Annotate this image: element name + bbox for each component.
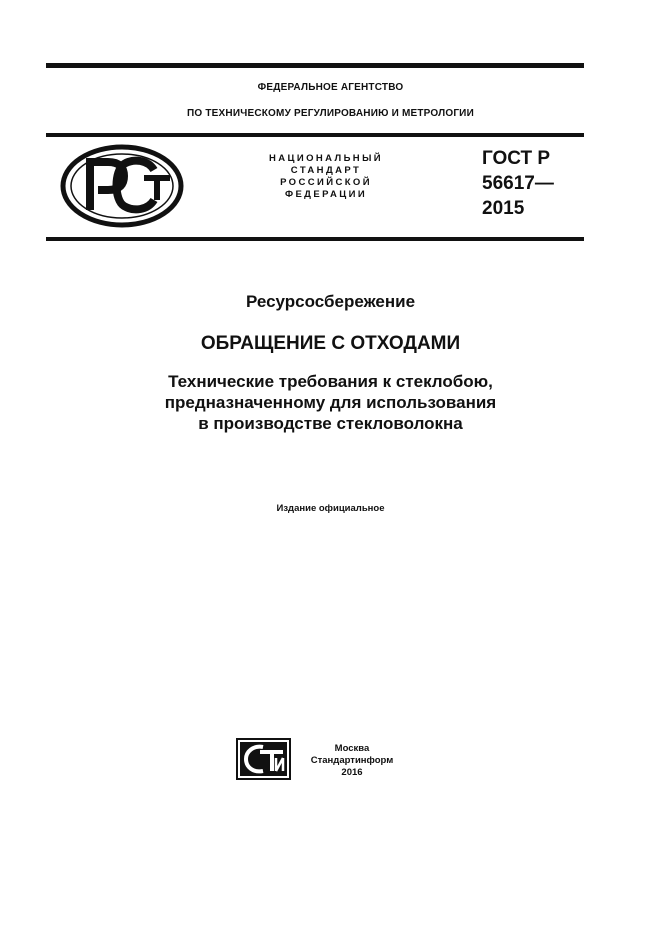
standard-type	[250, 153, 402, 201]
standard-type-line: НАЦИОНАЛЬНЫЙ	[269, 153, 383, 164]
standartinform-logo-icon	[236, 738, 291, 780]
document-subject: Ресурсосбережение	[245, 292, 416, 311]
publication-year: 2016	[341, 767, 363, 778]
agency-line-2: ПО ТЕХНИЧЕСКОМУ РЕГУЛИРОВАНИЮ И МЕТРОЛОГИИ	[187, 108, 474, 119]
publisher-city: Москва	[334, 743, 370, 754]
document-title: ОБРАЩЕНИЕ С ОТХОДАМИ	[200, 333, 461, 354]
designation-line-1: ГОСТ Р	[482, 148, 551, 169]
document-description	[0, 371, 661, 434]
description-line: предназначенному для использования	[164, 393, 497, 412]
description-line: в производстве стекловолокна	[198, 414, 463, 433]
header-bottom-rule	[46, 237, 584, 241]
top-rule	[46, 63, 584, 68]
standard-designation	[482, 146, 554, 221]
header-rule	[46, 133, 584, 137]
rst-certification-mark-icon	[60, 144, 184, 228]
publisher-name: Стандартинформ	[310, 755, 394, 766]
agency-line-1: ФЕДЕРАЛЬНОЕ АГЕНТСТВО	[257, 82, 404, 93]
standard-type-line: ФЕДЕРАЦИИ	[284, 189, 368, 200]
publisher-info	[302, 743, 402, 779]
designation-line-2: 56617—	[482, 173, 554, 194]
standard-type-line: РОССИЙСКОЙ	[280, 177, 372, 188]
description-line: Технические требования к стеклобою,	[168, 372, 493, 391]
standard-type-line: СТАНДАРТ	[290, 165, 362, 176]
edition-label: Издание официальное	[276, 503, 385, 514]
designation-line-3: 2015	[482, 198, 525, 219]
